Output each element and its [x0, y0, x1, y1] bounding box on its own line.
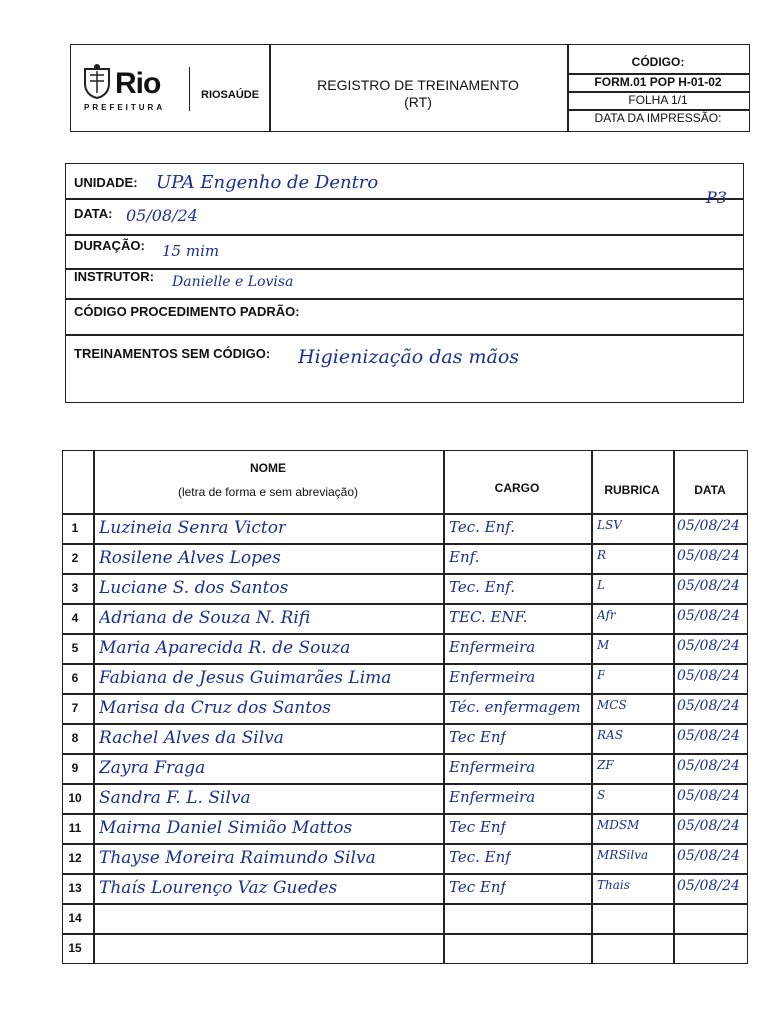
form-title — [269, 77, 567, 111]
column-header-rubrica: RUBRICA — [604, 483, 660, 497]
table-row — [63, 633, 747, 663]
unidade-label: UNIDADE: — [74, 175, 138, 190]
table-row — [63, 663, 747, 693]
instrutor-value: Danielle e Lovisa — [172, 274, 294, 290]
table-row — [63, 603, 747, 633]
divider — [66, 334, 743, 336]
participant-name: Zayra Fraga — [99, 758, 206, 778]
participant-name: Luzineia Senra Victor — [99, 518, 287, 538]
participant-name: Adriana de Souza N. Rifi — [99, 608, 311, 628]
participant-signature: Afr — [597, 608, 616, 622]
participant-date: 05/08/24 — [677, 698, 740, 714]
duracao-label: DURAÇÃO: — [74, 238, 145, 253]
participant-signature: MRSilva — [597, 848, 649, 862]
column-header-nome-subtitle: (letra de forma e sem abreviação) — [177, 485, 359, 499]
participant-signature: MCS — [597, 698, 627, 712]
participant-signature: F — [597, 668, 606, 682]
attendance-table — [62, 450, 748, 964]
data-value: 05/08/24 — [126, 206, 198, 225]
divider — [66, 298, 743, 300]
participant-date: 05/08/24 — [677, 578, 740, 594]
row-number: 2 — [71, 551, 79, 565]
column-header-cargo: CARGO — [494, 481, 540, 495]
table-row — [63, 573, 747, 603]
row-number: 15 — [68, 941, 82, 955]
participant-signature: LSV — [597, 518, 622, 532]
participant-role: Tec. Enf. — [449, 578, 516, 596]
row-number: 6 — [71, 671, 79, 685]
participant-name: Rachel Alves da Silva — [99, 728, 284, 748]
table-row — [63, 813, 747, 843]
table-row — [63, 543, 747, 573]
table-row — [63, 693, 747, 723]
table-row — [63, 513, 747, 543]
participant-date: 05/08/24 — [677, 668, 740, 684]
table-row — [63, 873, 747, 903]
logo-divider — [189, 67, 190, 111]
participant-signature: S — [597, 788, 606, 802]
codigo-procedimento-label: CÓDIGO PROCEDIMENTO PADRÃO: — [74, 304, 300, 319]
participant-date: 05/08/24 — [677, 608, 740, 624]
row-number: 3 — [71, 581, 79, 595]
participant-signature: RAS — [597, 728, 623, 742]
participant-name: Maria Aparecida R. de Souza — [99, 638, 351, 658]
row-number: 1 — [71, 521, 79, 535]
participant-date: 05/08/24 — [677, 758, 740, 774]
city-crest-icon — [81, 63, 113, 99]
participant-signature: M — [597, 638, 610, 652]
row-number: 5 — [71, 641, 79, 655]
sheet-number: FOLHA 1/1 — [628, 93, 688, 107]
divider — [66, 198, 743, 200]
training-info — [65, 163, 744, 403]
table-row — [63, 783, 747, 813]
row-number: 4 — [71, 611, 79, 625]
row-number: 14 — [68, 911, 82, 925]
org-name: RIOSAÚDE — [201, 89, 260, 101]
form-header — [70, 44, 750, 132]
code-label: CÓDIGO: — [631, 55, 685, 69]
participant-date: 05/08/24 — [677, 788, 740, 804]
table-row — [63, 753, 747, 783]
participant-date: 05/08/24 — [677, 518, 740, 534]
column-header-data: DATA — [694, 483, 726, 497]
table-row — [63, 933, 747, 963]
participant-signature: ZF — [597, 758, 614, 772]
row-number: 10 — [68, 791, 82, 805]
participant-signature: R — [597, 548, 607, 562]
column-header-nome: NOME — [250, 461, 286, 475]
participant-name: Thaís Lourenço Vaz Guedes — [99, 878, 338, 898]
treinamentos-label: TREINAMENTOS SEM CÓDIGO: — [74, 346, 271, 361]
data-label: DATA: — [74, 206, 113, 221]
duracao-value: 15 mim — [162, 242, 220, 260]
treinamentos-value: Higienização das mãos — [298, 346, 520, 368]
table-row — [63, 843, 747, 873]
row-number: 9 — [71, 761, 79, 775]
participant-role: Enfermeira — [449, 638, 536, 656]
participant-name: Fabiana de Jesus Guimarães Lima — [99, 668, 392, 688]
participant-role: Téc. enfermagem — [449, 698, 581, 716]
row-number: 8 — [71, 731, 79, 745]
participant-date: 05/08/24 — [677, 728, 740, 744]
unidade-note: P3 — [706, 188, 727, 207]
logo-subtitle: PREFEITURA — [84, 103, 166, 112]
unidade-value: UPA Engenho de Dentro — [156, 172, 379, 193]
participant-date: 05/08/24 — [677, 548, 740, 564]
instrutor-label: INSTRUTOR: — [74, 269, 154, 284]
participant-date: 05/08/24 — [677, 878, 740, 894]
code-value: FORM.01 POP H-01-02 — [594, 75, 722, 89]
participant-role: Enf. — [449, 548, 480, 566]
row-number: 7 — [71, 701, 79, 715]
row-number: 12 — [68, 851, 82, 865]
participant-name: Luciane S. dos Santos — [99, 578, 289, 598]
participant-signature: Thais — [597, 878, 630, 892]
participant-role: Enfermeira — [449, 758, 536, 776]
form-title-line1: REGISTRO DE TREINAMENTO — [317, 77, 519, 93]
row-number: 11 — [68, 821, 82, 835]
divider — [66, 268, 743, 270]
participant-date: 05/08/24 — [677, 638, 740, 654]
row-number: 13 — [68, 881, 82, 895]
participant-name: Marisa da Cruz dos Santos — [99, 698, 331, 718]
participant-role: Tec Enf — [449, 878, 507, 896]
participant-name: Rosilene Alves Lopes — [99, 548, 281, 568]
print-date-label: DATA DA IMPRESSÃO: — [594, 111, 722, 125]
participant-signature: MDSM — [597, 818, 640, 832]
table-row — [63, 723, 747, 753]
participant-role: Tec. Enf. — [449, 518, 516, 536]
divider — [66, 234, 743, 236]
table-row — [63, 903, 747, 933]
participant-signature: L — [597, 578, 605, 592]
participant-role: Tec. Enf — [449, 848, 511, 866]
participant-role: Enfermeira — [449, 668, 536, 686]
form-title-line2: (RT) — [404, 94, 432, 110]
participant-date: 05/08/24 — [677, 818, 740, 834]
participant-name: Thayse Moreira Raimundo Silva — [99, 848, 376, 868]
participant-role: Tec Enf — [449, 728, 507, 746]
participant-name: Sandra F. L. Silva — [99, 788, 251, 808]
participant-role: TEC. ENF. — [449, 608, 528, 626]
participant-date: 05/08/24 — [677, 848, 740, 864]
participant-role: Enfermeira — [449, 788, 536, 806]
participant-name: Mairna Daniel Simião Mattos — [99, 818, 353, 838]
participant-role: Tec Enf — [449, 818, 507, 836]
logo-text: Rio — [115, 67, 161, 100]
